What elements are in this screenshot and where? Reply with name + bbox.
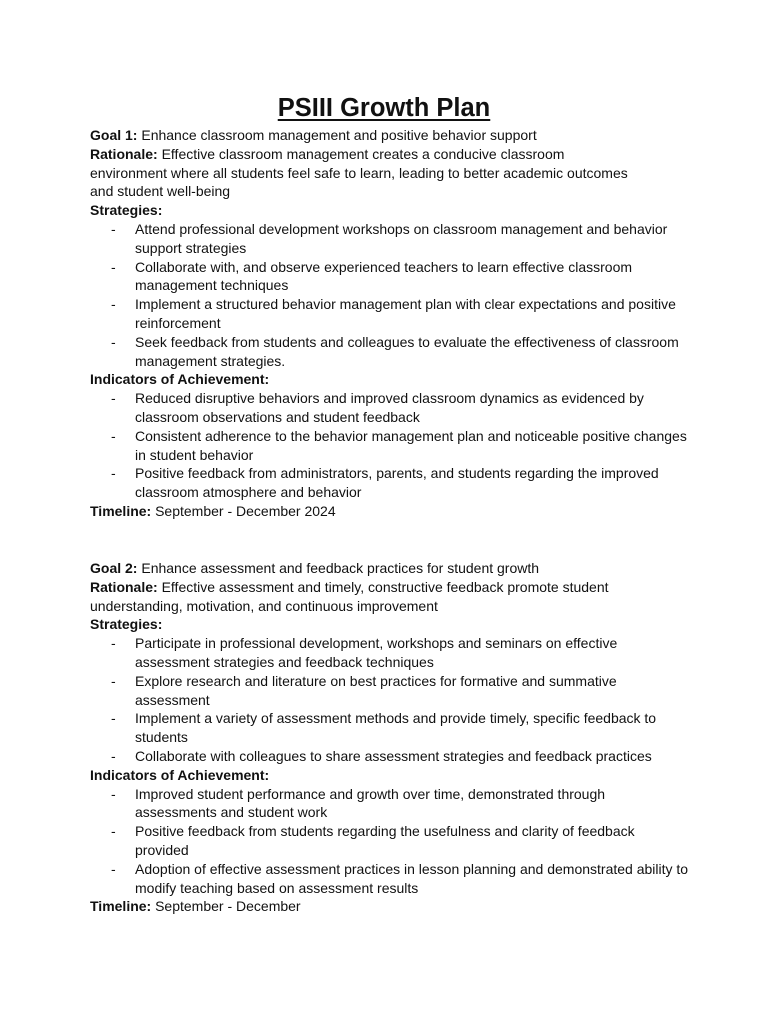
list-item-text: Adoption of effective assessment practices in lesson planning and demonstrated ability to modify teaching based on assessment results — [135, 860, 689, 896]
list-item-text: Implement a structured behavior management plan with clear expectations and positive reinforcement — [135, 296, 676, 331]
strategies-list — [90, 220, 690, 370]
list-item — [90, 634, 690, 672]
list-item — [90, 860, 690, 898]
dash-bullet: - — [111, 220, 116, 237]
dash-bullet: - — [111, 333, 116, 350]
goal-line — [90, 126, 690, 145]
goal-text: Enhance classroom management and positive behavior support — [141, 127, 537, 143]
dash-bullet: - — [111, 427, 116, 444]
dash-bullet: - — [111, 258, 116, 275]
strategies-heading: Strategies: — [90, 202, 163, 219]
dash-bullet: - — [111, 296, 116, 313]
list-item — [90, 295, 690, 333]
rationale-text: Effective assessment and timely, constructive feedback promote student understanding, motivation, and continuous improvement — [90, 578, 609, 614]
list-item-text: Explore research and literature on best practices for formative and summative assessment — [135, 672, 617, 708]
dash-bullet: - — [111, 823, 116, 840]
list-item — [90, 464, 690, 502]
list-item — [90, 822, 690, 860]
list-item-text: Consistent adherence to the behavior management plan and noticeable positive changes in student behavior — [135, 427, 687, 463]
rationale-line — [90, 145, 642, 201]
dash-bullet: - — [111, 465, 116, 482]
dash-bullet: - — [111, 860, 116, 877]
timeline-label: Timeline: — [90, 502, 152, 519]
list-item-text: Seek feedback from students and colleagues to evaluate the effectiveness of classroom management strategies. — [135, 333, 679, 369]
rationale-text: Effective classroom management creates a conducive classroom environment where all students feel safe to learn, leading to better academic outcomes and student well-being — [90, 145, 628, 200]
list-item — [90, 258, 690, 296]
strategies-heading: Strategies: — [90, 616, 163, 633]
list-item-text: Positive feedback from students regarding the usefulness and clarity of feedback provided — [135, 823, 635, 858]
dash-bullet: - — [111, 672, 116, 689]
goal-section-1 — [90, 126, 690, 521]
list-item — [90, 333, 690, 371]
goal-line — [90, 559, 690, 578]
list-item — [90, 427, 690, 465]
goal-text: Enhance assessment and feedback practices for student growth — [141, 560, 540, 576]
list-item — [90, 672, 690, 710]
rationale-label: Rationale: — [90, 578, 158, 595]
dash-bullet: - — [111, 710, 116, 727]
indicators-heading: Indicators of Achievement: — [90, 371, 270, 388]
list-item-text: Reduced disruptive behaviors and improved classroom dynamics as evidenced by classroom observations and student feedback — [135, 390, 644, 425]
timeline-line — [90, 502, 690, 521]
dash-bullet: - — [111, 747, 116, 764]
rationale-label: Rationale: — [90, 145, 158, 162]
list-item — [90, 747, 690, 766]
dash-bullet: - — [111, 635, 116, 652]
timeline-text: September - December 2024 — [155, 502, 336, 519]
list-item — [90, 785, 690, 823]
rationale-line — [90, 578, 615, 616]
timeline-text: September - December — [155, 898, 301, 915]
list-item-text: Collaborate with, and observe experienced teachers to learn effective classroom management techniques — [135, 258, 633, 294]
indicators-list — [90, 785, 690, 898]
list-item — [90, 389, 690, 427]
list-item — [90, 220, 690, 258]
list-item-text: Implement a variety of assessment methods and provide timely, specific feedback to students — [135, 710, 657, 746]
goal-label: Goal 1: — [90, 127, 138, 143]
indicators-heading: Indicators of Achievement: — [90, 766, 270, 783]
list-item — [90, 709, 690, 747]
timeline-label: Timeline: — [90, 898, 152, 915]
document-title: PSIII Growth Plan — [277, 94, 491, 122]
list-item-text: Participate in professional development, workshops and seminars on effective assessment strategies and feedback techniques — [135, 635, 618, 670]
indicators-list — [90, 389, 690, 502]
list-item-text: Attend professional development workshops on classroom management and behavior support strategies — [135, 220, 668, 256]
list-item-text: Positive feedback from administrators, parents, and students regarding the improved classroom atmosphere and behavior — [135, 465, 659, 501]
list-item-text: Collaborate with colleagues to share assessment strategies and feedback practices — [135, 747, 652, 764]
timeline-line — [90, 897, 690, 916]
dash-bullet: - — [111, 390, 116, 407]
strategies-list — [90, 634, 690, 766]
dash-bullet: - — [111, 785, 116, 802]
goal-section-2 — [90, 559, 690, 916]
list-item-text: Improved student performance and growth over time, demonstrated through assessments and student work — [135, 785, 606, 821]
goal-label: Goal 2: — [90, 560, 138, 576]
